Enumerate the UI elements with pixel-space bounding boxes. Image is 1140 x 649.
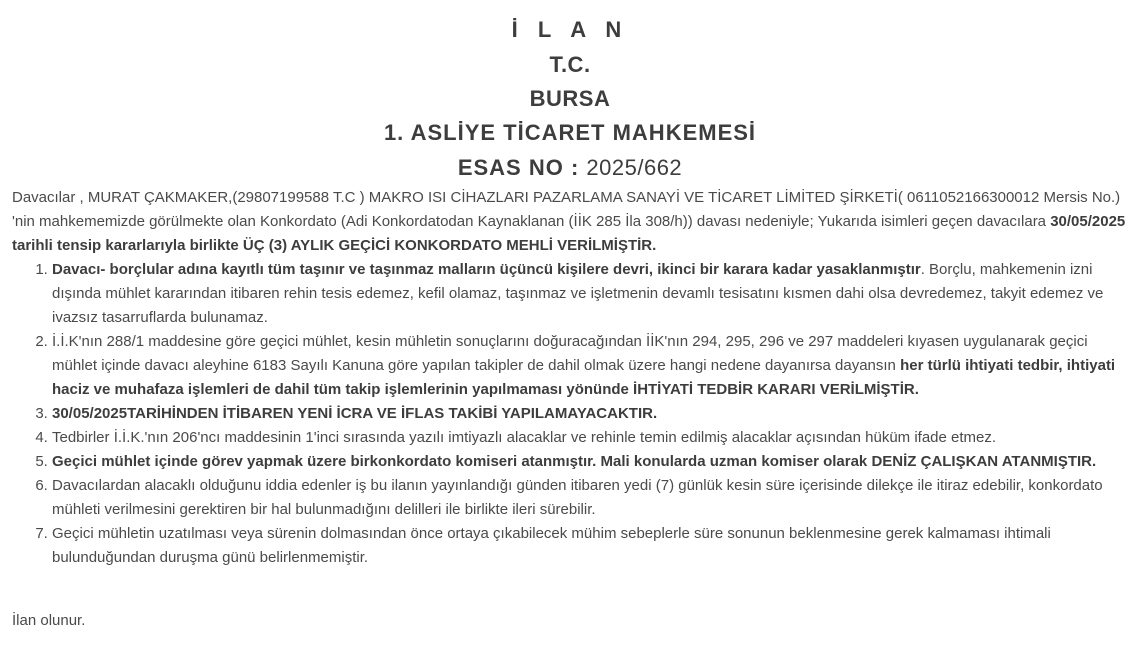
list-item-text: . Borçlu, mahkemenin izni dışında mühlet kararından itibaren rehin tesis edemez, kefil olamaz, taşınmaz ve işletmenin devamlı tesisatını kısmen dahi olsa devredemez, takyit edemez ve ivazsız tasarruflarda bulunamaz. (52, 261, 1104, 326)
list-item-text: İ.İ.K'nın 288/1 maddesine göre geçici mühlet, kesin mühletin sonuçlarını doğuracağından İİK'nın 294, 295, 296 ve 297 maddeleri kıyasen uygulanarak geçici mühlet içinde davacı aleyhine 6183 Sayılı Kanuna göre yapılan takipler de dahil olmak üzere hangi nedene dayanırsa dayansın (52, 333, 1088, 374)
city-label: BURSA (529, 86, 611, 111)
closing-text: İlan olunur. (12, 612, 86, 629)
list-item-bold: Davacı- borçlular adına kayıtlı tüm taşınır ve taşınmaz malların üçüncü kişilere devri, ikinci bir karara kadar yasaklanmıştır (52, 261, 921, 278)
list-item (52, 402, 1124, 426)
list-item-bold: 30/05/2025TARİHİNDEN İTİBAREN YENİ İCRA VE İFLAS TAKİBİ YAPILAMAYACAKTIR. (52, 405, 658, 422)
list-item-text: Geçici mühletin uzatılması veya sürenin dolmasından önce ortaya çıkabilecek mühim sebeplerle süre sonunun beklenmesine gerek kalmaması ihtimali bulunduğundan duruşma günü belirlenmemiştir. (52, 525, 1051, 566)
court-name: 1. ASLİYE TİCARET MAHKEMESİ (383, 120, 757, 145)
intro-text: Davacılar , MURAT ÇAKMAKER,(29807199588 T.C ) MAKRO ISI CİHAZLARI PAZARLAMA SANAYİ VE TİCARET LİMİTED ŞİRKETİ( 0611052166300012 Mersis No.) 'nin mahkememizde görülmekte olan Konkordato (Adi Konkordatodan Kaynaklanan (İİK 285 İla 308/h)) davası nedeniyle; Yukarıda isimleri geçen davacılara (12, 189, 1121, 230)
list-item (52, 522, 1124, 570)
decision-list (12, 258, 1124, 570)
list-item (52, 258, 1124, 330)
case-number (0, 155, 1140, 181)
case-number-label: ESAS NO : (457, 155, 580, 180)
list-item-bold: her türlü ihtiyati tedbir, ihtiyati haciz ve muhafaza işlemleri de dahil tüm takip işlemlerinin yapılmaması yönünde İHTİYATİ TEDBİR KARARI VERİLMİŞTİR. (52, 357, 1116, 398)
list-item-bold: Geçici mühlet içinde görev yapmak üzere birkonkordato komiseri atanmıştır. Mali konularda uzman komiser olarak DENİZ ÇALIŞKAN ATANMIŞTIR. (52, 453, 1097, 470)
list-item-text: Tedbirler İ.İ.K.'nın 206'ncı maddesinin 1'inci sırasında yazılı imtiyazlı alacaklar ve rehinle temin edilmiş alacaklar açısından hüküm ifade etmez. (52, 429, 997, 446)
country-label: T.C. (549, 52, 591, 77)
list-item (52, 450, 1124, 474)
list-item (52, 474, 1124, 522)
notice-title: İ L A N (511, 17, 629, 42)
case-number-value: 2025/662 (586, 155, 683, 180)
list-item (52, 330, 1124, 402)
intro-bold-text: 30/05/2025 tarihli tensip kararlarıyla birlikte ÜÇ (3) AYLIK GEÇİCİ KONKORDATO MEHLİ VERİLMİŞTİR. (12, 213, 1126, 254)
list-item-text: Davacılardan alacaklı olduğunu iddia edenler iş bu ilanın yayınlandığı günden itibaren yedi (7) günlük kesin süre içerisinde dilekçe ile itiraz edebilir, konkordato mühleti verilmesini gerektiren bir hal bulunmadığını delilleri ile birlikte ileri sürebilir. (52, 477, 1103, 518)
intro-paragraph (12, 186, 1128, 258)
list-item (52, 426, 1124, 450)
